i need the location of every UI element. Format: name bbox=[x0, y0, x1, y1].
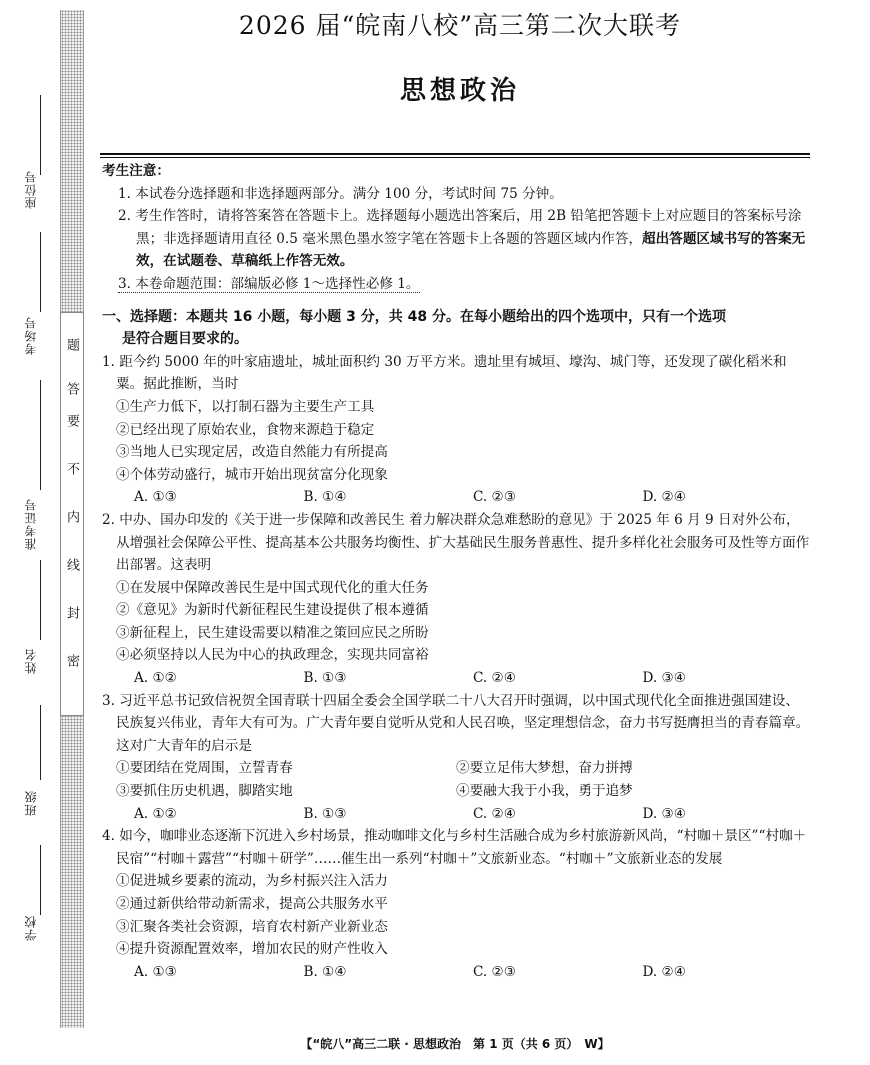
notice-scope: 3. 本卷命题范围：部编版必修 1～选择性必修 1。 bbox=[118, 275, 420, 292]
page-footer: 【“皖八”高三二联 · 思想政治 第 1 页（共 6 页） W】 bbox=[300, 1037, 610, 1051]
school-label: 学校 bbox=[24, 915, 38, 941]
statement: ②已经出现了原始农业，食物来源趋于稳定 bbox=[116, 421, 375, 438]
class-label: 班级 bbox=[24, 790, 38, 816]
section-heading bbox=[102, 306, 812, 351]
statement-row bbox=[102, 757, 812, 780]
notice-block bbox=[102, 160, 812, 296]
seal-char: 内 bbox=[64, 510, 79, 523]
statement: ④提升资源配置效率，增加农民的财产性收入 bbox=[116, 941, 388, 958]
choice-c: C. ②③ bbox=[473, 963, 516, 980]
statement: ④要融大我于小我，勇于追梦 bbox=[456, 783, 633, 800]
notice-item bbox=[102, 273, 812, 296]
statement: ②《意见》为新时代新征程民生建设提供了根本遵循 bbox=[116, 602, 429, 619]
subject-title: 思想政治 bbox=[399, 76, 520, 106]
seal-char: 题 bbox=[64, 338, 79, 351]
name-label: 姓名 bbox=[24, 648, 38, 674]
question-stem: 1. 距今约 5000 年的叶家庙遗址，城址面积约 30 万平方米。遗址里有城垣、壕沟、城门等，还发现了碳化稻米和粟。据此推断，当时 bbox=[102, 353, 787, 393]
seat-line bbox=[40, 95, 41, 175]
section-heading-line: 一、选择题：本题共 16 小题，每小题 3 分，共 48 分。在每小题给出的四个选项中，只有一个选项 bbox=[102, 308, 726, 325]
question-stem: 2. 中办、国办印发的《关于进一步保障和改善民生 着力解决群众急难愁盼的意见》于 2025 年 6 月 9 日对外公布，从增强社会保障公平性、提高基本公共服务均衡性、扩大基础民生服务普惠性、提升多样化社会服务可及性等方面作出部署。这表明 bbox=[102, 511, 810, 574]
section-heading-cont: 是符合题目要求的。 bbox=[122, 331, 248, 348]
choice-a: A. ①③ bbox=[134, 963, 177, 980]
ticket-number-label: 准考证号 bbox=[24, 498, 38, 550]
seal-char: 线 bbox=[64, 558, 79, 571]
seal-char: 要 bbox=[64, 414, 79, 427]
choice-a: A. ①② bbox=[134, 670, 177, 687]
statement: ①在发展中保障改善民生是中国式现代化的重大任务 bbox=[116, 579, 429, 596]
question-4 bbox=[102, 825, 812, 983]
choice-c: C. ②④ bbox=[473, 805, 516, 822]
choice-b: B. ①④ bbox=[303, 489, 347, 506]
statement: ③当地人已实现定居，改造自然能力有所提高 bbox=[116, 444, 388, 461]
exam-title: 2026 届“皖南八校”高三第二次大联考 bbox=[238, 11, 682, 40]
seal-char: 密 bbox=[64, 654, 79, 667]
statement: ③汇聚各类社会资源，培育农村新产业新业态 bbox=[116, 918, 388, 935]
seat-number-label: 座位号 bbox=[24, 170, 38, 209]
ticket-line bbox=[40, 380, 41, 490]
statement: ①促进城乡要素的流动，为乡村振兴注入活力 bbox=[116, 873, 388, 890]
seal-char: 封 bbox=[64, 606, 79, 619]
notice-item-text: 2. 考生作答时，请将答案答在答题卡上。选择题每小题选出答案后，用 2B 铅笔把答题卡上对应题目的答案标号涂黑；非选择题请用直径 0.5 毫米黑色墨水签字笔在答题卡上各题的答题区域内作答， bbox=[118, 208, 802, 247]
choice-d: D. ②④ bbox=[642, 489, 686, 506]
choice-c: C. ②④ bbox=[473, 670, 516, 687]
statement: ②通过新供给带动新需求，提高公共服务水平 bbox=[116, 896, 388, 912]
notice-item: 1. 本试卷分选择题和非选择题两部分。满分 100 分，考试时间 75 分钟。 bbox=[118, 185, 563, 202]
question-stem: 3. 习近平总书记致信祝贺全国青联十四届全委会全国学联二十八大召开时强调，以中国式现代化全面推进强国建设、民族复兴伟业，青年大有可为。广大青年要自觉听从党和人民召唤，坚定理想信念，奋力书写挺膺担当的青春篇章。这对广大青年的启示是 bbox=[102, 692, 810, 754]
choice-b: B. ①③ bbox=[303, 805, 347, 822]
question-1 bbox=[102, 351, 812, 509]
school-line bbox=[40, 845, 41, 915]
choice-d: D. ③④ bbox=[642, 670, 686, 687]
choice-b: B. ①③ bbox=[303, 670, 347, 687]
statement: ④必须坚持以人民为中心的执政理念，实现共同富裕 bbox=[116, 647, 429, 664]
statement: ③新征程上，民生建设需要以精准之策回应民之所盼 bbox=[116, 624, 429, 641]
notice-title: 考生注意： bbox=[102, 163, 170, 179]
choice-d: D. ②④ bbox=[642, 963, 686, 980]
room-line bbox=[40, 232, 41, 312]
header-rule bbox=[100, 153, 810, 155]
statement: ③要抓住历史机遇，脚踏实地 bbox=[116, 783, 293, 800]
class-line bbox=[40, 705, 41, 780]
exam-content bbox=[102, 160, 812, 983]
notice-emphasis: 超出答题区域书写的答案无效，在试题卷、草稿纸上作答无效。 bbox=[136, 230, 806, 270]
seal-char: 答 bbox=[64, 382, 79, 395]
choice-d: D. ③④ bbox=[642, 805, 686, 822]
choice-a: A. ①③ bbox=[134, 489, 177, 506]
answer-choices bbox=[102, 961, 812, 984]
exam-room-label: 考场号 bbox=[24, 316, 38, 355]
choice-c: C. ②③ bbox=[473, 489, 516, 506]
statement-row bbox=[102, 780, 812, 803]
answer-choices bbox=[102, 486, 812, 509]
statement: ①要团结在党周围，立誓青春 bbox=[116, 760, 293, 777]
header-rule-thin bbox=[100, 157, 810, 158]
statement: ④个体劳动盛行，城市开始出现贫富分化现象 bbox=[116, 466, 388, 483]
statement: ②要立足伟大梦想，奋力拼搏 bbox=[456, 760, 633, 777]
seal-char: 不 bbox=[64, 462, 79, 475]
statement: ①生产力低下，以打制石器为主要生产工具 bbox=[116, 398, 375, 415]
question-2 bbox=[102, 509, 812, 690]
notice-item bbox=[102, 205, 812, 273]
question-3 bbox=[102, 690, 812, 826]
choice-a: A. ①② bbox=[134, 805, 177, 822]
choice-b: B. ①④ bbox=[303, 963, 347, 980]
question-stem: 4. 如今，咖啡业态逐渐下沉进入乡村场景，推动咖啡文化与乡村生活融合成为乡村旅游新风尚，“村咖＋景区”“村咖＋民宿”“村咖＋露营”“村咖＋研学”……催生出一系列“村咖＋”文旅新业态。“村咖＋”文旅新业态的发展 bbox=[102, 828, 807, 867]
name-line bbox=[40, 560, 41, 640]
answer-choices bbox=[102, 667, 812, 690]
answer-choices bbox=[102, 803, 812, 826]
